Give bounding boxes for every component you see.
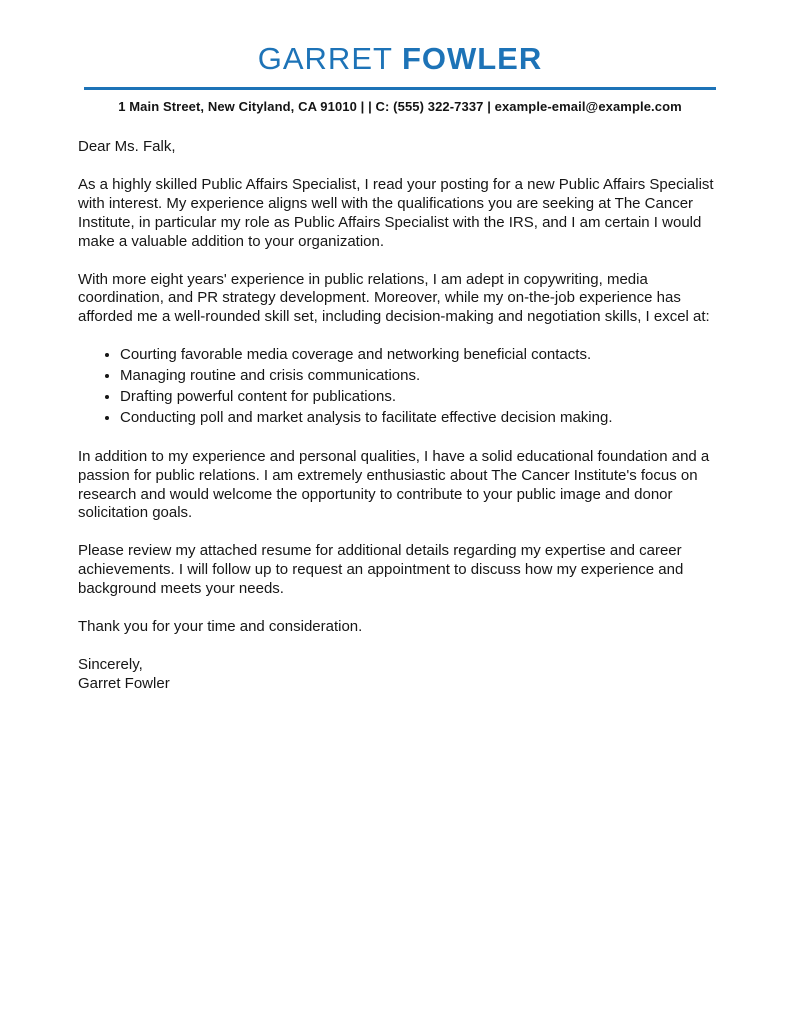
bullet-item: • Drafting powerful content for publications. — [120, 388, 722, 407]
skills-bullet-list — [78, 346, 722, 428]
header-divider-rule — [84, 87, 716, 90]
signature-name: Garret Fowler — [78, 674, 170, 692]
paragraph-experience: With more eight years' experience in public relations, I am adept in copywriting, media coordination, and PR strategy development. Moreover, while my on-the-job experience has afforded me a well-rounded skill set, including decision-making and negotiation skills, I excel at: — [78, 270, 710, 326]
paragraph-education: In addition to my experience and personal qualities, I have a solid educational foundation and a passion for public relations. I am extremely enthusiastic about The Cancer Institute's focus on research and would welcome the opportunity to contribute to your public image and donor solicitation goals. — [78, 447, 710, 522]
bullet-item: • Courting favorable media coverage and networking beneficial contacts. — [120, 346, 722, 365]
candidate-name — [0, 42, 800, 76]
bullet-item: • Managing routine and crisis communications. — [120, 367, 722, 386]
paragraph-follow-up: Please review my attached resume for additional details regarding my expertise and career achievements. I will follow up to request an appointment to discuss how my experience and background meets your needs. — [78, 542, 684, 598]
candidate-first-name: GARRET — [257, 41, 393, 76]
contact-line: 1 Main Street, New Cityland, CA 91010 | | C: (555) 322-7337 | example-email@example.com — [118, 99, 682, 115]
paragraph-thanks: Thank you for your time and consideration. — [78, 618, 363, 636]
letter-body — [78, 138, 722, 694]
bullet-item: • Conducting poll and market analysis to facilitate effective decision making. — [120, 409, 722, 428]
valediction: Sincerely, — [78, 655, 143, 673]
letter-header — [0, 42, 800, 114]
candidate-last-name: FOWLER — [401, 41, 543, 76]
paragraph-intro: As a highly skilled Public Affairs Specialist, I read your posting for a new Public Affairs Specialist with interest. My experience aligns well with the qualifications you are seeking at The Cancer Institute, in particular my role as Public Affairs Specialist with the IRS, and I am certain I would make a valuable addition to your organization. — [78, 175, 714, 250]
salutation: Dear Ms. Falk, — [78, 138, 176, 156]
